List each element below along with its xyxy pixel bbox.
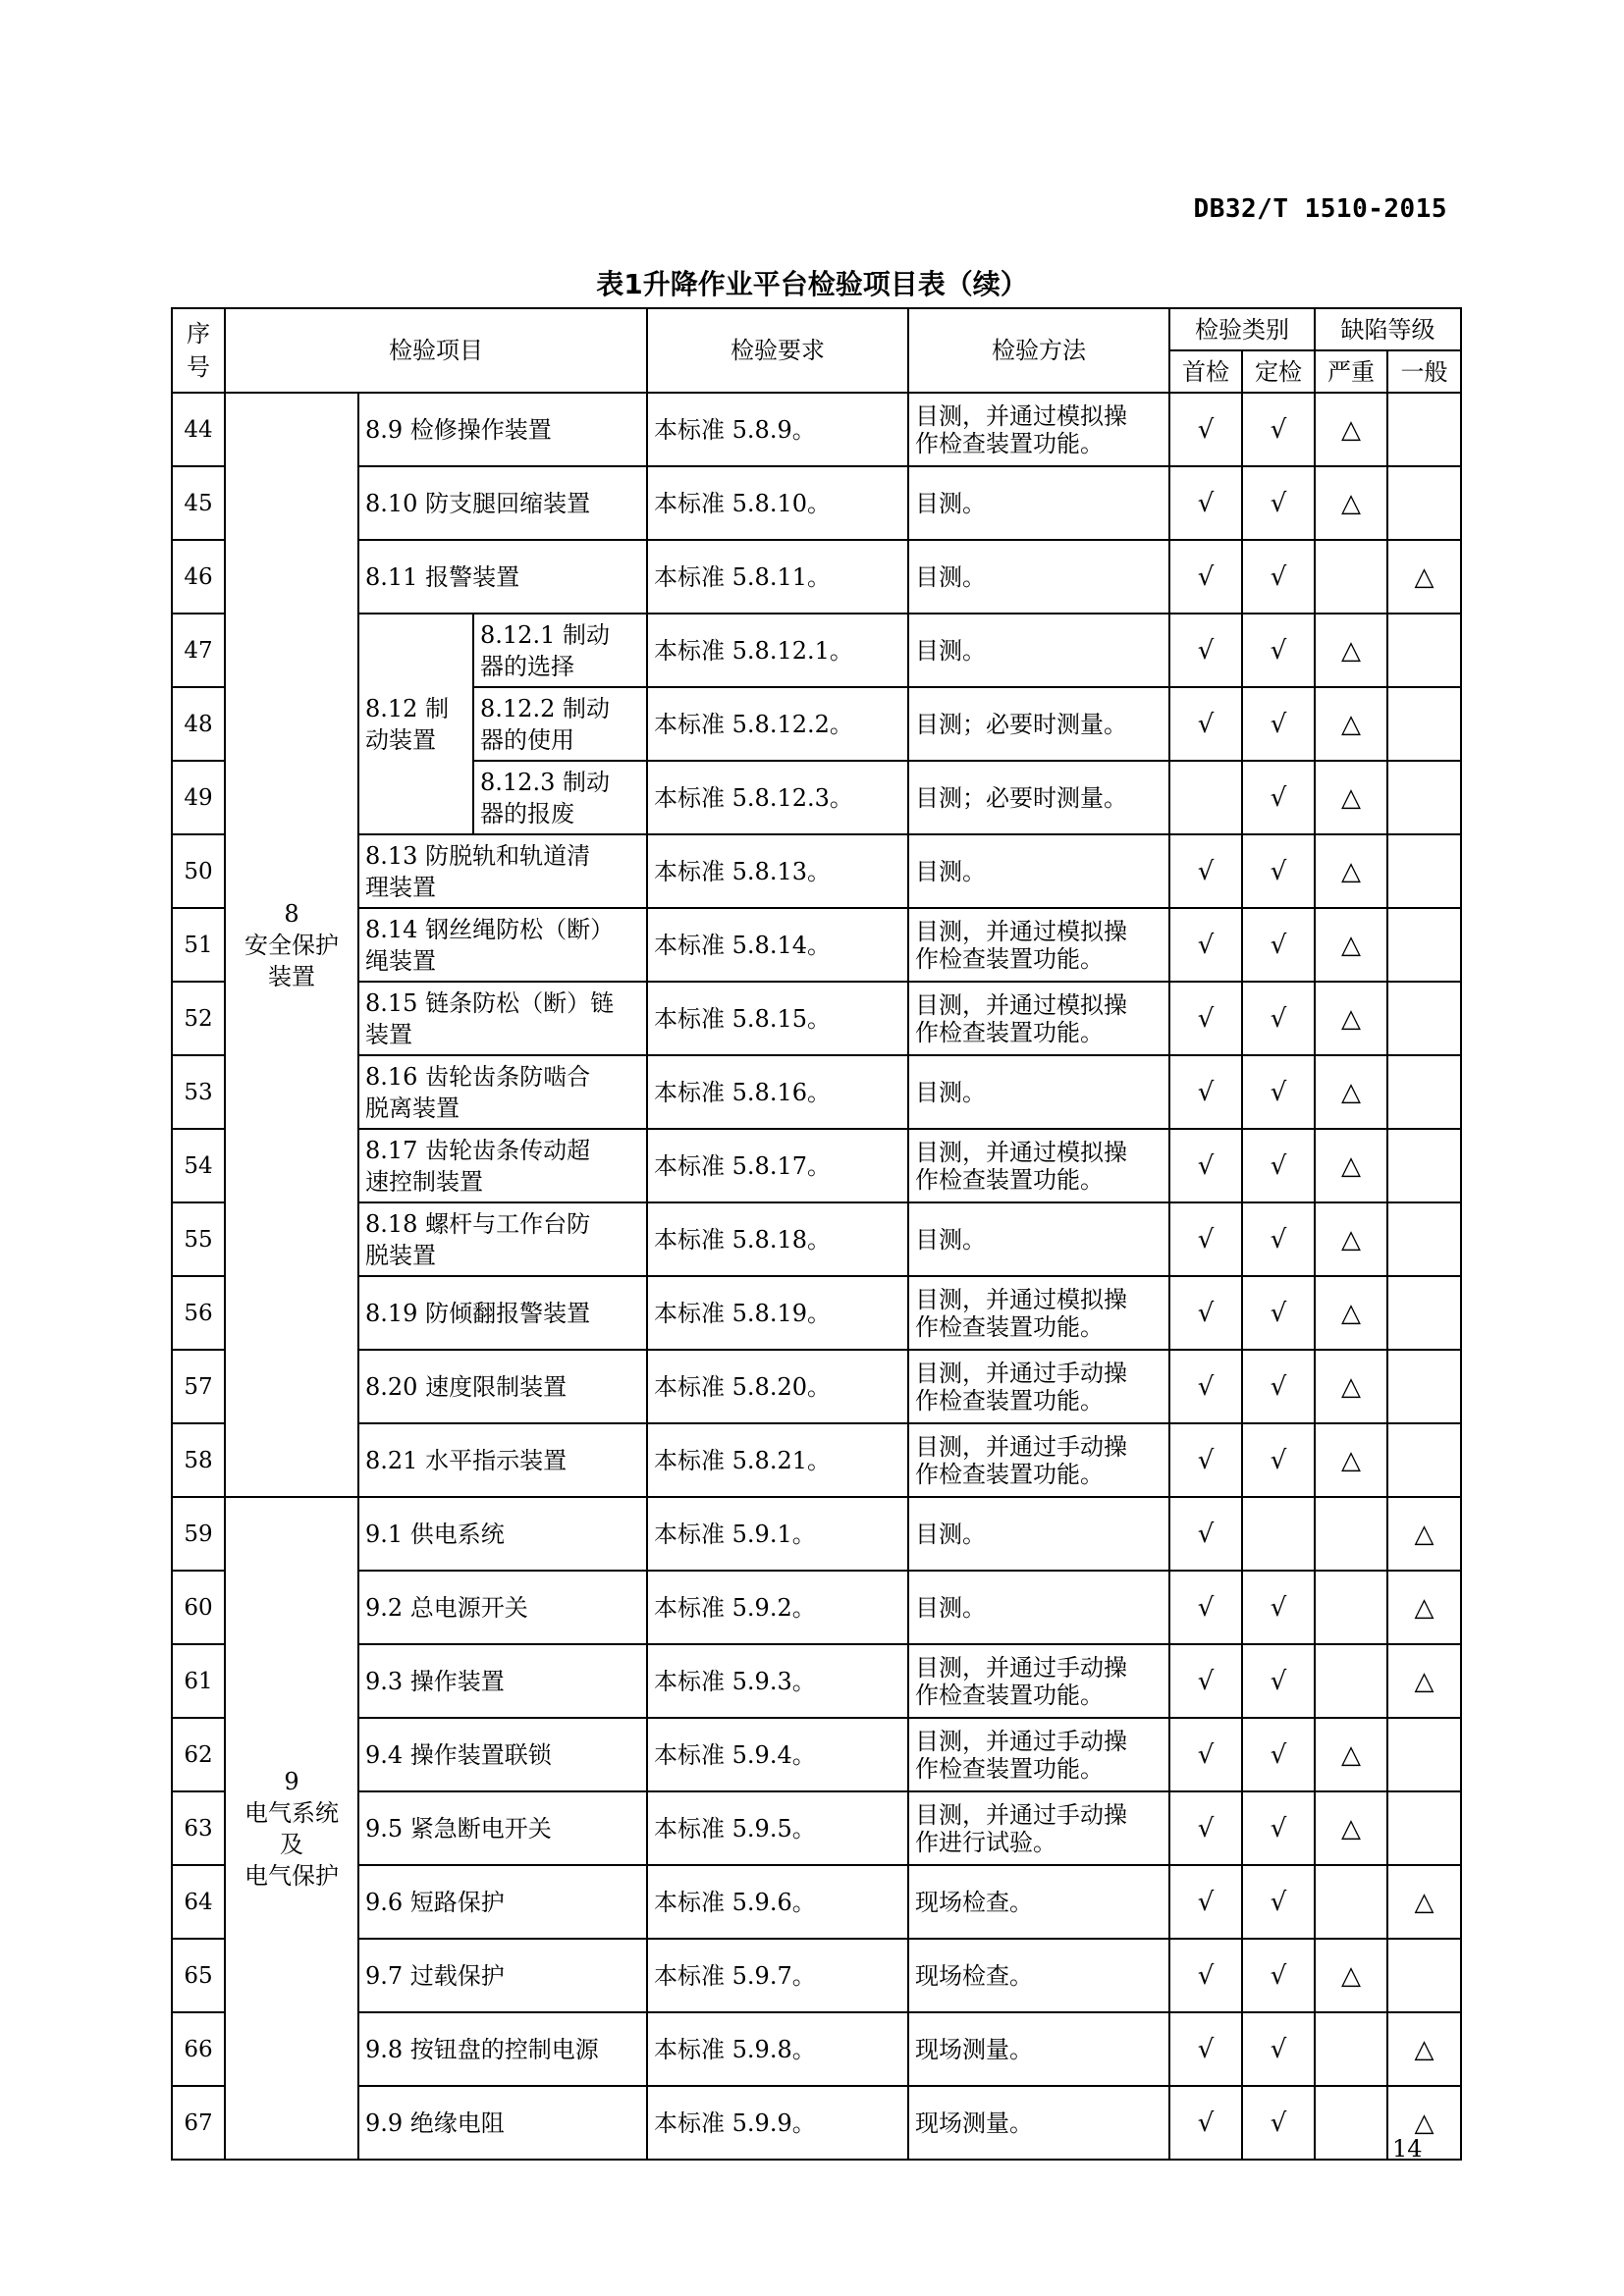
inspection-method: 目测。	[908, 1202, 1169, 1276]
general-defect-mark: △	[1387, 2012, 1461, 2086]
table-row	[172, 1791, 1461, 1865]
inspection-item: 8.19 防倾翻报警装置	[358, 1276, 647, 1350]
inspection-method: 现场检查。	[908, 1865, 1169, 1939]
inspection-method: 目测。	[908, 1571, 1169, 1644]
general-defect-mark	[1387, 1202, 1461, 1276]
severe-defect-mark: △	[1315, 1276, 1387, 1350]
inspection-method: 目测。	[908, 834, 1169, 908]
severe-defect-mark: △	[1315, 982, 1387, 1055]
table-row	[172, 1571, 1461, 1644]
inspection-method: 目测。	[908, 614, 1169, 687]
inspection-item: 8.9 检修操作装置	[358, 393, 647, 466]
general-defect-mark	[1387, 1791, 1461, 1865]
inspection-item: 8.16 齿轮齿条防啮合 脱离装置	[358, 1055, 647, 1129]
inspection-item: 8.10 防支腿回缩装置	[358, 466, 647, 540]
first-check-mark: √	[1169, 1718, 1242, 1791]
col-defect-header: 缺陷等级	[1315, 308, 1461, 350]
severe-defect-mark: △	[1315, 1129, 1387, 1202]
periodic-check-mark: √	[1242, 1644, 1315, 1718]
periodic-check-mark: √	[1242, 1350, 1315, 1423]
inspection-requirement: 本标准 5.8.16。	[647, 1055, 908, 1129]
severe-defect-mark: △	[1315, 1423, 1387, 1497]
periodic-check-mark: √	[1242, 1571, 1315, 1644]
first-check-mark: √	[1169, 1939, 1242, 2012]
row-number: 58	[172, 1423, 225, 1497]
row-number: 65	[172, 1939, 225, 2012]
inspection-item: 9.1 供电系统	[358, 1497, 647, 1571]
inspection-requirement: 本标准 5.8.11。	[647, 540, 908, 614]
inspection-requirement: 本标准 5.9.8。	[647, 2012, 908, 2086]
inspection-requirement: 本标准 5.9.3。	[647, 1644, 908, 1718]
inspection-item: 9.9 绝缘电阻	[358, 2086, 647, 2160]
inspection-requirement: 本标准 5.9.4。	[647, 1718, 908, 1791]
col-no-label: 序号	[187, 320, 210, 381]
inspection-item: 9.6 短路保护	[358, 1865, 647, 1939]
inspection-method: 目测；必要时测量。	[908, 687, 1169, 761]
inspection-requirement: 本标准 5.8.20。	[647, 1350, 908, 1423]
inspection-method: 目测。	[908, 1055, 1169, 1129]
severe-defect-mark: △	[1315, 908, 1387, 982]
table-row	[172, 1497, 1461, 1571]
periodic-check-mark: √	[1242, 908, 1315, 982]
col-first-header: 首检	[1169, 350, 1242, 393]
inspection-method: 目测，并通过模拟操 作检查装置功能。	[908, 393, 1169, 466]
inspection-requirement: 本标准 5.9.9。	[647, 2086, 908, 2160]
first-check-mark: √	[1169, 908, 1242, 982]
general-defect-mark	[1387, 908, 1461, 982]
severe-defect-mark: △	[1315, 761, 1387, 834]
first-check-mark: √	[1169, 1055, 1242, 1129]
row-number: 46	[172, 540, 225, 614]
periodic-check-mark: √	[1242, 1791, 1315, 1865]
general-defect-mark	[1387, 614, 1461, 687]
col-method-header: 检验方法	[908, 308, 1169, 393]
row-number: 59	[172, 1497, 225, 1571]
inspection-item: 9.4 操作装置联锁	[358, 1718, 647, 1791]
inspection-item: 8.14 钢丝绳防松（断） 绳装置	[358, 908, 647, 982]
inspection-requirement: 本标准 5.9.1。	[647, 1497, 908, 1571]
table-row	[172, 1644, 1461, 1718]
general-defect-mark: △	[1387, 540, 1461, 614]
first-check-mark: √	[1169, 614, 1242, 687]
periodic-check-mark: √	[1242, 1129, 1315, 1202]
general-defect-mark	[1387, 1350, 1461, 1423]
col-item-header: 检验项目	[225, 308, 647, 393]
periodic-check-mark: √	[1242, 761, 1315, 834]
table-row	[172, 1202, 1461, 1276]
inspection-item: 8.21 水平指示装置	[358, 1423, 647, 1497]
row-number: 60	[172, 1571, 225, 1644]
table-row	[172, 1055, 1461, 1129]
first-check-mark: √	[1169, 834, 1242, 908]
inspection-method: 目测，并通过手动操 作检查装置功能。	[908, 1644, 1169, 1718]
severe-defect-mark	[1315, 2012, 1387, 2086]
inspection-requirement: 本标准 5.9.2。	[647, 1571, 908, 1644]
row-number: 50	[172, 834, 225, 908]
general-defect-mark	[1387, 1718, 1461, 1791]
inspection-item: 8.11 报警装置	[358, 540, 647, 614]
periodic-check-mark: √	[1242, 466, 1315, 540]
inspection-item: 8.12.3 制动 器的报废	[473, 761, 647, 834]
first-check-mark: √	[1169, 1129, 1242, 1202]
first-check-mark: √	[1169, 1276, 1242, 1350]
row-number: 47	[172, 614, 225, 687]
inspection-method: 目测，并通过手动操 作检查装置功能。	[908, 1718, 1169, 1791]
periodic-check-mark: √	[1242, 393, 1315, 466]
periodic-check-mark: √	[1242, 834, 1315, 908]
header-row-1	[172, 308, 1461, 350]
severe-defect-mark	[1315, 1497, 1387, 1571]
severe-defect-mark: △	[1315, 1202, 1387, 1276]
severe-defect-mark	[1315, 1644, 1387, 1718]
inspection-requirement: 本标准 5.8.12.3。	[647, 761, 908, 834]
general-defect-mark	[1387, 393, 1461, 466]
table-row	[172, 540, 1461, 614]
inspection-method: 现场测量。	[908, 2012, 1169, 2086]
severe-defect-mark: △	[1315, 1055, 1387, 1129]
table-row	[172, 1865, 1461, 1939]
group-electrical-system: 9 电气系统 及 电气保护	[225, 1497, 358, 2160]
table-row	[172, 834, 1461, 908]
periodic-check-mark: √	[1242, 614, 1315, 687]
inspection-item: 9.3 操作装置	[358, 1644, 647, 1718]
severe-defect-mark: △	[1315, 1718, 1387, 1791]
table-row	[172, 393, 1461, 466]
inspection-item: 8.18 螺杆与工作台防 脱装置	[358, 1202, 647, 1276]
table-row	[172, 2086, 1461, 2160]
first-check-mark: √	[1169, 1791, 1242, 1865]
inspection-item: 8.12.2 制动 器的使用	[473, 687, 647, 761]
general-defect-mark	[1387, 982, 1461, 1055]
first-check-mark: √	[1169, 1497, 1242, 1571]
severe-defect-mark: △	[1315, 614, 1387, 687]
row-number: 49	[172, 761, 225, 834]
periodic-check-mark: √	[1242, 1423, 1315, 1497]
first-check-mark: √	[1169, 982, 1242, 1055]
row-number: 64	[172, 1865, 225, 1939]
inspection-table	[171, 307, 1462, 2161]
inspection-method: 目测，并通过模拟操 作检查装置功能。	[908, 1276, 1169, 1350]
table-row	[172, 1939, 1461, 2012]
severe-defect-mark	[1315, 1865, 1387, 1939]
inspection-requirement: 本标准 5.8.9。	[647, 393, 908, 466]
col-periodic-header: 定检	[1242, 350, 1315, 393]
periodic-check-mark: √	[1242, 2012, 1315, 2086]
general-defect-mark	[1387, 834, 1461, 908]
inspection-method: 目测。	[908, 1497, 1169, 1571]
inspection-method: 现场检查。	[908, 1939, 1169, 2012]
page-number: 14	[1392, 2135, 1423, 2163]
periodic-check-mark: √	[1242, 1276, 1315, 1350]
first-check-mark: √	[1169, 1423, 1242, 1497]
inspection-requirement: 本标准 5.9.5。	[647, 1791, 908, 1865]
severe-defect-mark	[1315, 2086, 1387, 2160]
periodic-check-mark: √	[1242, 1939, 1315, 2012]
table-row	[172, 1423, 1461, 1497]
inspection-requirement: 本标准 5.8.13。	[647, 834, 908, 908]
row-number: 67	[172, 2086, 225, 2160]
row-number: 56	[172, 1276, 225, 1350]
col-severe-header: 严重	[1315, 350, 1387, 393]
general-defect-mark	[1387, 466, 1461, 540]
first-check-mark	[1169, 761, 1242, 834]
inspection-method: 目测。	[908, 540, 1169, 614]
table-body	[172, 308, 1461, 2160]
table-row	[172, 982, 1461, 1055]
table-row	[172, 614, 1461, 687]
inspection-requirement: 本标准 5.8.15。	[647, 982, 908, 1055]
row-number: 61	[172, 1644, 225, 1718]
inspection-requirement: 本标准 5.8.18。	[647, 1202, 908, 1276]
row-number: 53	[172, 1055, 225, 1129]
row-number: 48	[172, 687, 225, 761]
inspection-item: 9.8 按钮盘的控制电源	[358, 2012, 647, 2086]
inspection-method: 目测，并通过模拟操 作检查装置功能。	[908, 1129, 1169, 1202]
inspection-requirement: 本标准 5.8.19。	[647, 1276, 908, 1350]
row-number: 63	[172, 1791, 225, 1865]
table-row	[172, 908, 1461, 982]
first-check-mark: √	[1169, 1865, 1242, 1939]
general-defect-mark	[1387, 761, 1461, 834]
table-row	[172, 1129, 1461, 1202]
first-check-mark: √	[1169, 1644, 1242, 1718]
inspection-method: 目测。	[908, 466, 1169, 540]
periodic-check-mark: √	[1242, 1718, 1315, 1791]
row-number: 54	[172, 1129, 225, 1202]
inspection-requirement: 本标准 5.8.12.1。	[647, 614, 908, 687]
periodic-check-mark: √	[1242, 1865, 1315, 1939]
inspection-method: 目测，并通过手动操 作进行试验。	[908, 1791, 1169, 1865]
general-defect-mark: △	[1387, 2086, 1461, 2160]
general-defect-mark	[1387, 1276, 1461, 1350]
first-check-mark: √	[1169, 687, 1242, 761]
inspection-requirement: 本标准 5.8.14。	[647, 908, 908, 982]
periodic-check-mark	[1242, 1497, 1315, 1571]
inspection-requirement: 本标准 5.8.12.2。	[647, 687, 908, 761]
inspection-item: 9.5 紧急断电开关	[358, 1791, 647, 1865]
severe-defect-mark	[1315, 1571, 1387, 1644]
col-general-header: 一般	[1387, 350, 1461, 393]
inspection-method: 现场测量。	[908, 2086, 1169, 2160]
row-number: 45	[172, 466, 225, 540]
inspection-item: 8.12.1 制动 器的选择	[473, 614, 647, 687]
general-defect-mark: △	[1387, 1644, 1461, 1718]
row-number: 51	[172, 908, 225, 982]
severe-defect-mark: △	[1315, 466, 1387, 540]
first-check-mark: √	[1169, 2012, 1242, 2086]
severe-defect-mark: △	[1315, 393, 1387, 466]
table-row	[172, 466, 1461, 540]
first-check-mark: √	[1169, 393, 1242, 466]
inspection-method: 目测，并通过手动操 作检查装置功能。	[908, 1423, 1169, 1497]
first-check-mark: √	[1169, 540, 1242, 614]
first-check-mark: √	[1169, 466, 1242, 540]
inspection-method: 目测，并通过模拟操 作检查装置功能。	[908, 982, 1169, 1055]
subgroup-brake-device: 8.12 制 动装置	[358, 614, 473, 834]
general-defect-mark	[1387, 1055, 1461, 1129]
periodic-check-mark: √	[1242, 982, 1315, 1055]
inspection-requirement: 本标准 5.8.21。	[647, 1423, 908, 1497]
general-defect-mark: △	[1387, 1865, 1461, 1939]
general-defect-mark: △	[1387, 1497, 1461, 1571]
inspection-method: 目测；必要时测量。	[908, 761, 1169, 834]
inspection-item: 9.7 过载保护	[358, 1939, 647, 2012]
inspection-requirement: 本标准 5.9.7。	[647, 1939, 908, 2012]
inspection-item: 8.17 齿轮齿条传动超 速控制装置	[358, 1129, 647, 1202]
first-check-mark: √	[1169, 2086, 1242, 2160]
general-defect-mark	[1387, 1129, 1461, 1202]
inspection-requirement: 本标准 5.8.10。	[647, 466, 908, 540]
inspection-item: 8.13 防脱轨和轨道清 理装置	[358, 834, 647, 908]
first-check-mark: √	[1169, 1571, 1242, 1644]
inspection-requirement: 本标准 5.9.6。	[647, 1865, 908, 1939]
group-safety-devices: 8 安全保护 装置	[225, 393, 358, 1497]
general-defect-mark	[1387, 1939, 1461, 2012]
inspection-item: 8.15 链条防松（断）链 装置	[358, 982, 647, 1055]
periodic-check-mark: √	[1242, 687, 1315, 761]
inspection-item: 8.20 速度限制装置	[358, 1350, 647, 1423]
inspection-item: 9.2 总电源开关	[358, 1571, 647, 1644]
inspection-method: 目测，并通过手动操 作检查装置功能。	[908, 1350, 1169, 1423]
periodic-check-mark: √	[1242, 540, 1315, 614]
inspection-method: 目测，并通过模拟操 作检查装置功能。	[908, 908, 1169, 982]
standard-code: DB32/T 1510-2015	[1193, 194, 1447, 224]
row-number: 55	[172, 1202, 225, 1276]
row-number: 52	[172, 982, 225, 1055]
first-check-mark: √	[1169, 1350, 1242, 1423]
periodic-check-mark: √	[1242, 1055, 1315, 1129]
general-defect-mark	[1387, 1423, 1461, 1497]
table-row	[172, 2012, 1461, 2086]
inspection-requirement: 本标准 5.8.17。	[647, 1129, 908, 1202]
severe-defect-mark: △	[1315, 1350, 1387, 1423]
severe-defect-mark: △	[1315, 1939, 1387, 2012]
row-number: 62	[172, 1718, 225, 1791]
col-category-header: 检验类别	[1169, 308, 1315, 350]
periodic-check-mark: √	[1242, 1202, 1315, 1276]
first-check-mark: √	[1169, 1202, 1242, 1276]
row-number: 57	[172, 1350, 225, 1423]
col-no-header	[172, 308, 225, 393]
severe-defect-mark	[1315, 540, 1387, 614]
col-req-header: 检验要求	[647, 308, 908, 393]
severe-defect-mark: △	[1315, 687, 1387, 761]
table-row	[172, 1276, 1461, 1350]
table-row	[172, 1350, 1461, 1423]
general-defect-mark	[1387, 687, 1461, 761]
severe-defect-mark: △	[1315, 834, 1387, 908]
severe-defect-mark: △	[1315, 1791, 1387, 1865]
periodic-check-mark: √	[1242, 2086, 1315, 2160]
row-number: 44	[172, 393, 225, 466]
table-row	[172, 1718, 1461, 1791]
table-title: 表1升降作业平台检验项目表（续）	[596, 268, 1028, 300]
general-defect-mark: △	[1387, 1571, 1461, 1644]
row-number: 66	[172, 2012, 225, 2086]
